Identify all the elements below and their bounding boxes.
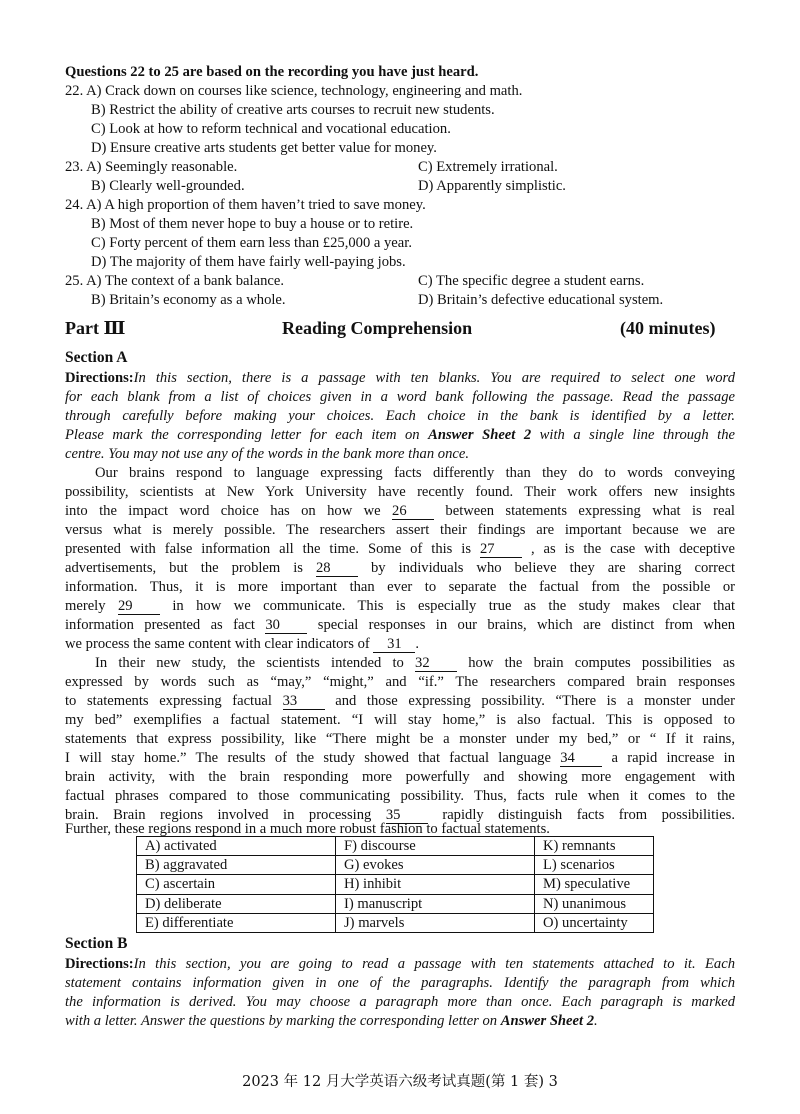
- blank-31: 31: [373, 637, 415, 653]
- passage-line: to statements expressing factual 33 and those expressing possibility. “There is a monster under: [65, 693, 736, 709]
- passage-line: into the impact word choice has on how we 26 between statements expressing what is real: [65, 503, 735, 519]
- passage-line: presented with false information all the time. Some of this is 27 , as is the case with deceptive: [65, 541, 735, 557]
- passage-line: Further, these regions respond in a much more robust fashion to factual statements.: [65, 821, 550, 837]
- directions-label: Directions:: [65, 370, 134, 386]
- section-a-directions-line: Directions:In this section, there is a passage with ten blanks. You are required to select one word: [65, 370, 735, 386]
- q24-option-a: 24. A) A high proportion of them haven’t tried to save money.: [65, 197, 426, 213]
- page-footer: 2023 年 12 月大学英语六级考试真题(第 1 套) 3: [242, 1074, 558, 1090]
- answer-sheet-ref: Answer Sheet 2: [500, 1013, 595, 1029]
- word-bank-row: [137, 837, 654, 856]
- passage-line: possibility, scientists at New York University have recently found. Their work offers new insights: [65, 484, 735, 500]
- listening-intro: Questions 22 to 25 are based on the recording you have just heard.: [65, 64, 479, 80]
- word-bank-item: N) unanimous: [535, 894, 654, 913]
- word-bank-item: J) marvels: [336, 913, 535, 932]
- section-a-directions-line: for each blank from a list of choices given in a word bank following the passage. Read the passage: [65, 389, 735, 405]
- blank-27: 27: [480, 542, 522, 558]
- word-bank-item: L) scenarios: [535, 856, 654, 875]
- word-bank-row: [137, 875, 654, 894]
- q22-option-d: D) Ensure creative arts students get better value for money.: [91, 140, 437, 156]
- passage-line: advertisements, but the problem is 28 by individuals who believe they are sharing correct: [65, 560, 736, 576]
- section-b-heading: Section B: [65, 935, 128, 952]
- section-b-directions-line: with a letter. Answer the questions by marking the corresponding letter on Answer Sheet 2.: [65, 1013, 598, 1029]
- q25-option-b: B) Britain’s economy as a whole.: [91, 292, 286, 308]
- q22-option-b: B) Restrict the ability of creative arts courses to recruit new students.: [91, 102, 495, 118]
- word-bank-table: [136, 836, 654, 933]
- blank-26: 26: [392, 504, 434, 520]
- blank-32: 32: [415, 656, 457, 672]
- q23-option-a: 23. A) Seemingly reasonable.: [65, 159, 238, 175]
- section-b-directions-line: statement contains information given in one of the paragraphs. Identify the paragraph from which: [65, 975, 735, 991]
- q24-option-b: B) Most of them never hope to buy a house or to retire.: [91, 216, 414, 232]
- word-bank-item: H) inhibit: [336, 875, 535, 894]
- blank-28: 28: [316, 561, 358, 577]
- passage-line: brain. Brain regions involved in processing 35 rapidly distinguish facts from possibilities.: [65, 807, 735, 823]
- q25-option-a: 25. A) The context of a bank balance.: [65, 273, 284, 289]
- blank-33: 33: [283, 694, 325, 710]
- directions-label: Directions:: [65, 956, 134, 972]
- word-bank-item: A) activated: [137, 837, 336, 856]
- part-time: (40 minutes): [620, 318, 716, 338]
- q23-option-d: D) Apparently simplistic.: [418, 178, 566, 194]
- passage-line: information presented as fact 30 special responses in our brains, which are distinct from when: [65, 617, 735, 633]
- word-bank-item: B) aggravated: [137, 856, 336, 875]
- section-b-directions-line: Directions:In this section, you are going to read a passage with ten statements attached to it. Each: [65, 956, 735, 972]
- word-bank-row: [137, 913, 654, 932]
- passage-line: Our brains respond to language expressing facts differently than they do to words conveying: [95, 465, 735, 481]
- word-bank-item: D) deliberate: [137, 894, 336, 913]
- passage-line: brain activity, with the brain responding more powerfully and showing more engagement with: [65, 769, 735, 785]
- part-label: Part Ⅲ: [65, 318, 126, 338]
- blank-29: 29: [118, 599, 160, 615]
- section-a-directions-line: Please mark the corresponding letter for each item on Answer Sheet 2 with a single line through the: [65, 427, 735, 443]
- blank-30: 30: [265, 618, 307, 634]
- part-title: Reading Comprehension: [282, 318, 473, 338]
- word-bank-item: I) manuscript: [336, 894, 535, 913]
- q24-option-d: D) The majority of them have fairly well-paying jobs.: [91, 254, 406, 270]
- word-bank-item: C) ascertain: [137, 875, 336, 894]
- blank-34: 34: [560, 751, 602, 767]
- passage-line: versus what is merely possible. The researchers assert their findings are important because we are: [65, 522, 735, 538]
- q25-option-d: D) Britain’s defective educational system.: [418, 292, 664, 308]
- word-bank-item: K) remnants: [535, 837, 654, 856]
- answer-sheet-ref: Answer Sheet 2: [428, 427, 532, 443]
- blank-35: 35: [386, 808, 428, 824]
- section-a-directions-line: centre. You may not use any of the words in the bank more than once.: [65, 446, 469, 462]
- section-a-directions-line: through carefully before making your choices. Each choice in the bank is identified by a letter.: [65, 408, 735, 424]
- passage-line: expressed by words such as “may,” “might,” and “if.” The researchers compared brain responses: [65, 674, 735, 690]
- passage-line: factual phrases compared to those communicating possibility. Thus, facts rule when it comes to the: [65, 788, 735, 804]
- word-bank-item: O) uncertainty: [535, 913, 654, 932]
- q24-option-c: C) Forty percent of them earn less than £25,000 a year.: [91, 235, 412, 251]
- passage-line: merely 29 in how we communicate. This is especially true as the study makes clear that: [65, 598, 736, 614]
- q22-option-a: 22. A) Crack down on courses like science, technology, engineering and math.: [65, 83, 523, 99]
- section-a-heading: Section A: [65, 349, 128, 366]
- word-bank-item: F) discourse: [336, 837, 535, 856]
- passage-line: I will stay home.” The results of the study showed that factual language 34 a rapid increase in: [65, 750, 735, 766]
- passage-line: we process the same content with clear indicators of 31 .: [65, 636, 420, 652]
- word-bank-item: E) differentiate: [137, 913, 336, 932]
- word-bank-row: [137, 894, 654, 913]
- passage-line: information. Thus, it is more important than ever to separate the factual from the possible or: [65, 579, 735, 595]
- q23-option-c: C) Extremely irrational.: [418, 159, 558, 175]
- word-bank-item: M) speculative: [535, 875, 654, 894]
- word-bank-item: G) evokes: [336, 856, 535, 875]
- q23-option-b: B) Clearly well-grounded.: [91, 178, 245, 194]
- section-b-directions-line: the information is derived. You may choose a paragraph more than once. Each paragraph is marked: [65, 994, 735, 1010]
- passage-line: statements that express possibility, like “There might be a monster under my bed,” or “ If it rains,: [65, 731, 735, 747]
- word-bank-row: [137, 856, 654, 875]
- passage-line: In their new study, the scientists intended to 32 how the brain computes possibilities as: [95, 655, 735, 671]
- q25-option-c: C) The specific degree a student earns.: [418, 273, 645, 289]
- q22-option-c: C) Look at how to reform technical and vocational education.: [91, 121, 451, 137]
- passage-line: my bed” exemplifies a factual statement. “I will stay home,” is also factual. This is opposed to: [65, 712, 735, 728]
